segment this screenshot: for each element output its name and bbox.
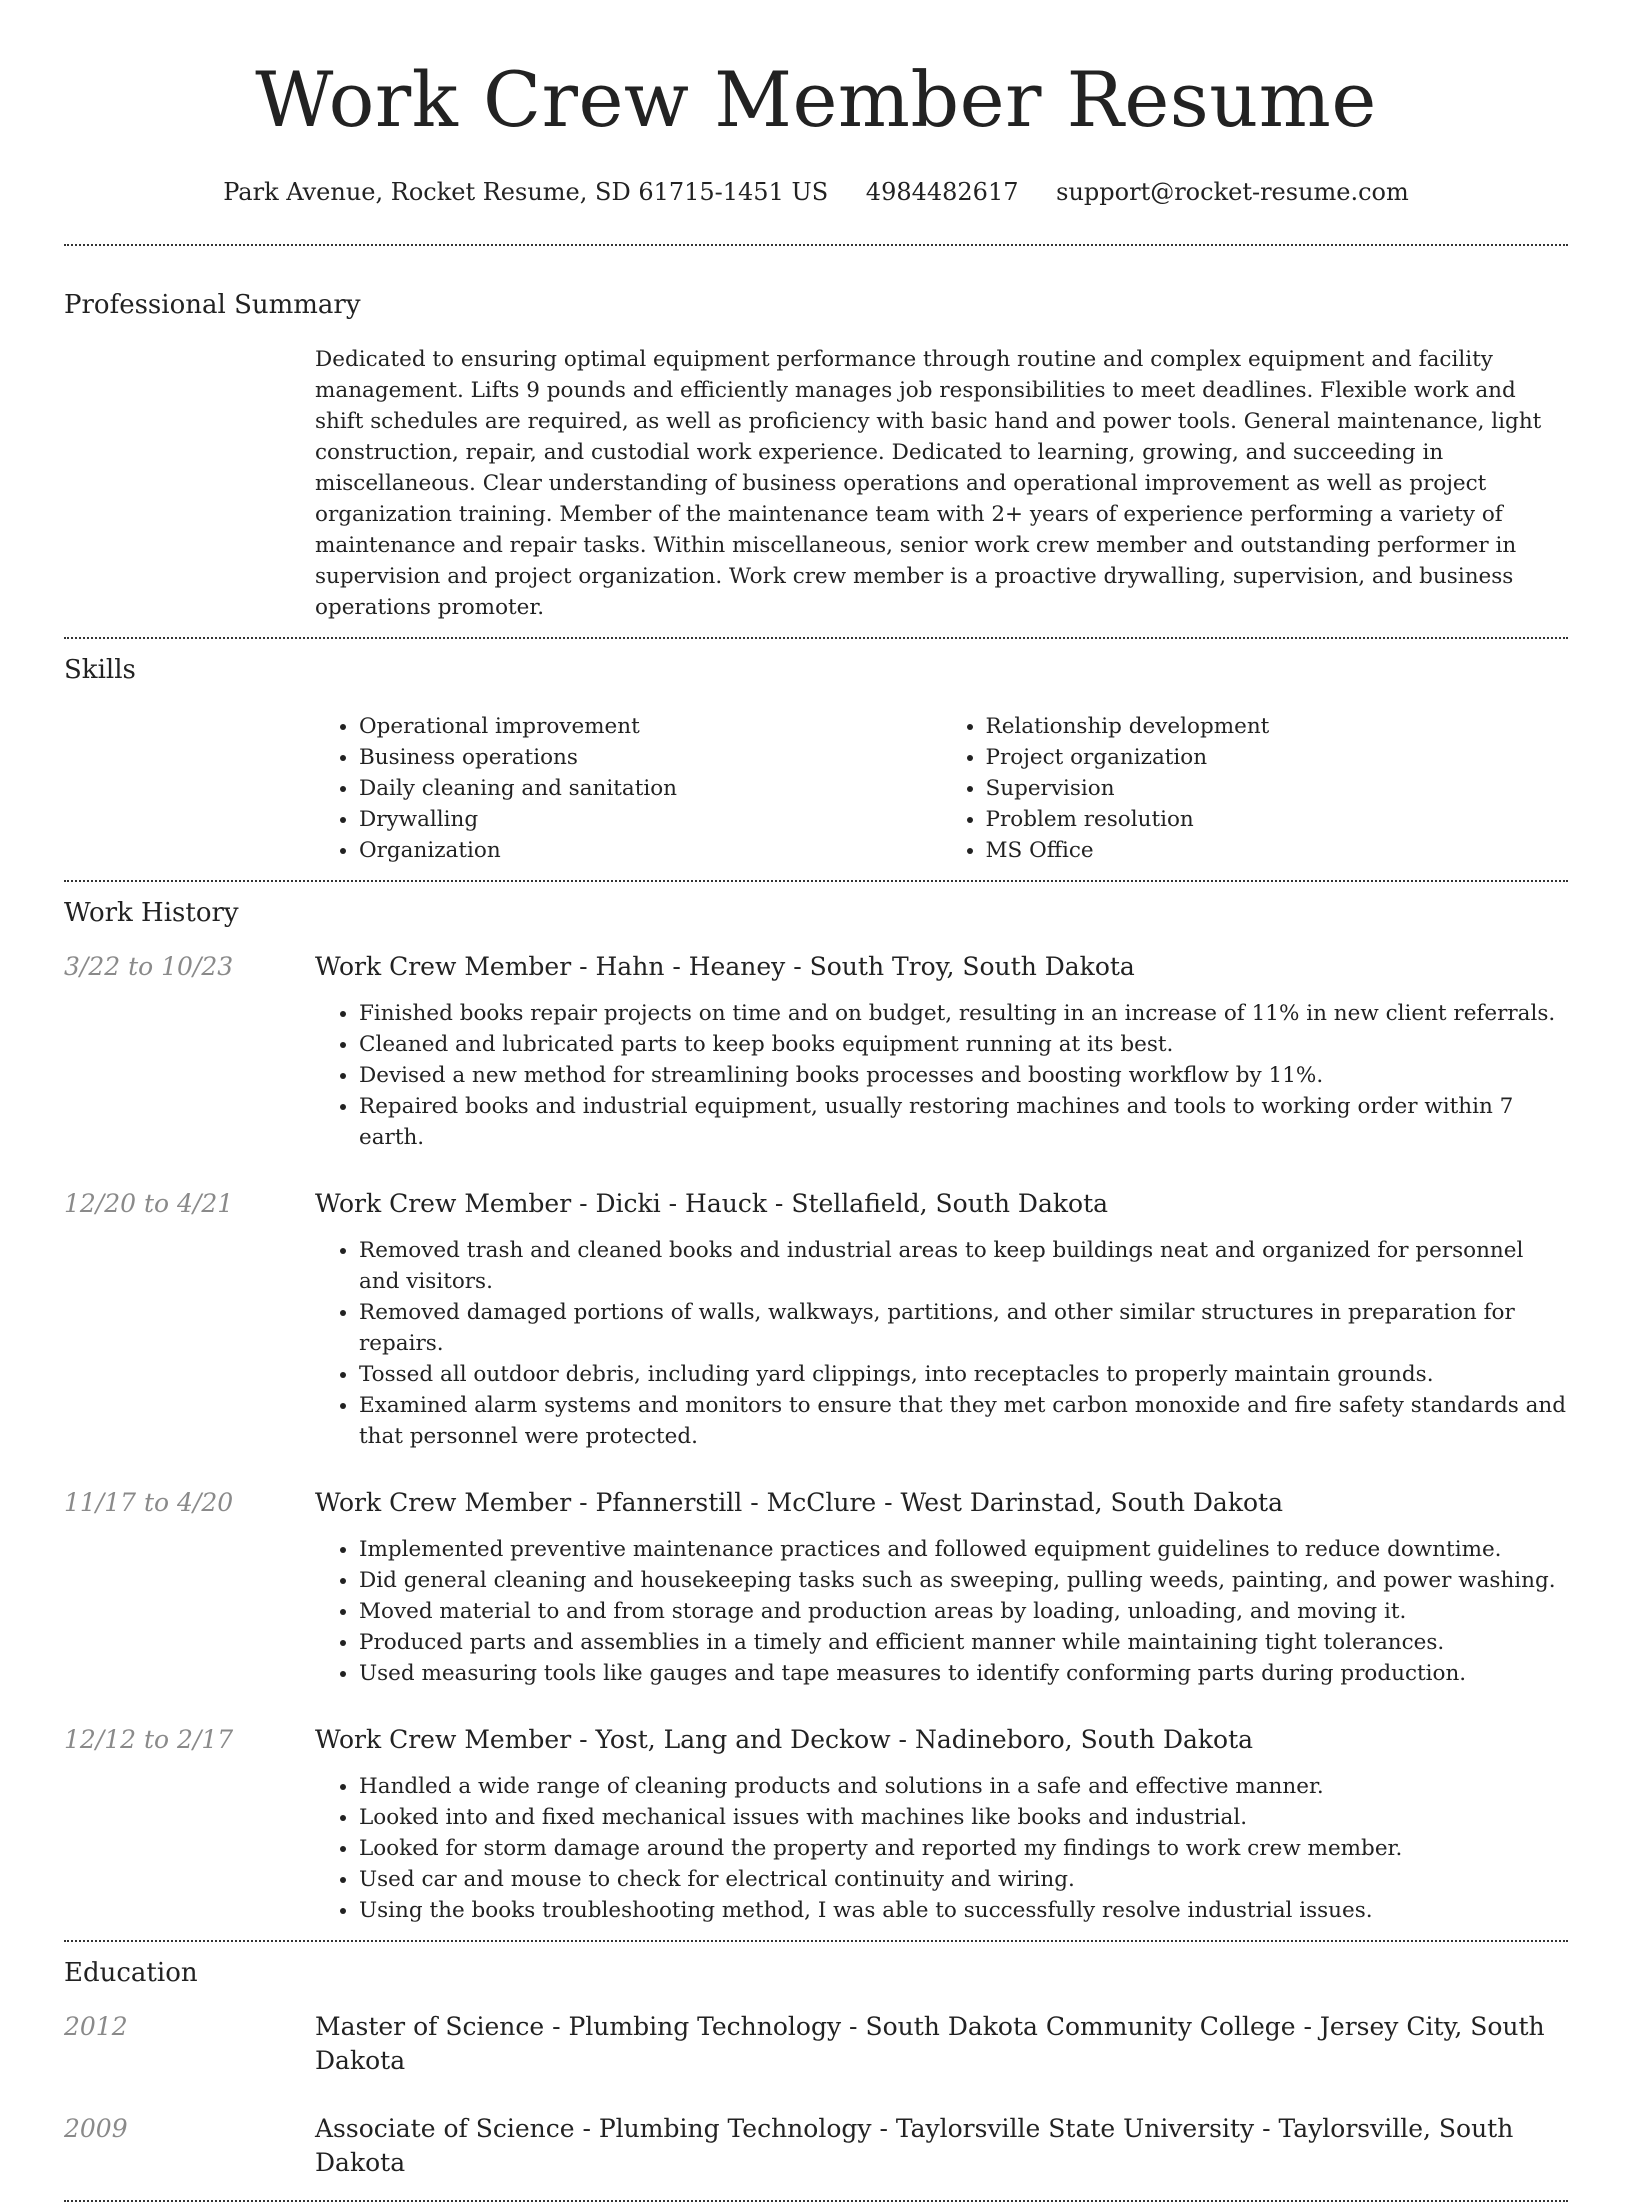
summary-text: Dedicated to ensuring optimal equipment performance through routine and complex equipment and facility management. Lifts 9 pounds and efficiently manages job responsibilities to meet deadlines. Flexible work and shift schedules are required, as well as proficiency with basic hand and power tools. General maintenance, light construction, repair, and custodial work experience. Dedicated to learning, growing, and succeeding in miscellaneous. Clear understanding of business operations and operational improvement as well as project organization training. Member of the maintenance team with 2+ years of experience performing a variety of maintenance and repair tasks. Within miscellaneous, senior work crew member and outstanding performer in supervision and project organization. Work crew member is a proactive drywalling, supervision, and business operations promoter. — [315, 347, 1542, 620]
job-bullet: • Did general cleaning and housekeeping tasks such as sweeping, pulling weeds, painting, and power washing. — [359, 1565, 1568, 1596]
job-title: Work Crew Member - Hahn - Heaney - South Troy, South Dakota — [315, 952, 1135, 981]
job-bullet: • Finished books repair projects on time and on budget, resulting in an increase of 11% in new client referrals. — [359, 998, 1568, 1029]
skill-item: • Problem resolution — [986, 804, 1569, 835]
job-bullet: • Handled a wide range of cleaning products and solutions in a safe and effective manner. — [359, 1771, 1568, 1802]
skill-item: • Project organization — [986, 742, 1569, 773]
job-body — [315, 1486, 1568, 1689]
spacer — [64, 2180, 1568, 2200]
resume-header — [64, 0, 1568, 208]
job-date: 3/22 to 10/23 — [64, 952, 234, 981]
job-bullet: • Looked for storm damage around the property and reported my findings to work crew member. — [359, 1833, 1568, 1864]
skill-item: • MS Office — [986, 835, 1569, 866]
job-bullets — [315, 1771, 1568, 1926]
job-bullet: • Repaired books and industrial equipment, usually restoring machines and tools to working order within 7 earth. — [359, 1091, 1568, 1153]
skill-item: • Operational improvement — [359, 711, 942, 742]
job-title: Work Crew Member - Pfannerstill - McClure - West Darinstad, South Dakota — [315, 1488, 1283, 1517]
job-bullet: • Used measuring tools like gauges and tape measures to identify conforming parts during production. — [359, 1658, 1568, 1689]
job-bullets — [315, 998, 1568, 1153]
job-title: Work Crew Member - Dicki - Hauck - Stellafield, South Dakota — [315, 1189, 1109, 1218]
job-bullet: • Used car and mouse to check for electrical continuity and wiring. — [359, 1864, 1568, 1895]
work-history-section — [64, 882, 1568, 1940]
job-bullet: • Moved material to and from storage and production areas by loading, unloading, and moving it. — [359, 1596, 1568, 1627]
skills-column-right — [942, 711, 1569, 866]
section-title: Work History — [64, 898, 239, 928]
section-title: Education — [64, 1958, 198, 1988]
education-degree: Master of Science - Plumbing Technology - South Dakota Community College - Jersey City, South Dakota — [315, 2012, 1545, 2075]
contact-address: Park Avenue, Rocket Resume, SD 61715-1451 US — [223, 178, 829, 206]
skills-column-left — [315, 711, 942, 866]
job-date: 12/12 to 2/17 — [64, 1725, 234, 1754]
job-bullets — [315, 1534, 1568, 1689]
job-bullet: • Cleaned and lubricated parts to keep books equipment running at its best. — [359, 1029, 1568, 1060]
summary-section — [64, 246, 1568, 623]
section-title: Skills — [64, 655, 136, 685]
job-bullet: • Implemented preventive maintenance practices and followed equipment guidelines to reduce downtime. — [359, 1534, 1568, 1565]
section-title: Professional Summary — [64, 290, 361, 320]
job-date: 11/17 to 4/20 — [64, 1488, 234, 1517]
education-year: 2012 — [64, 2012, 128, 2041]
job-date: 12/20 to 4/21 — [64, 1189, 234, 1218]
contact-phone: 4984482617 — [865, 178, 1019, 206]
skill-item: • Drywalling — [359, 804, 942, 835]
job-bullet: • Examined alarm systems and monitors to ensure that they met carbon monoxide and fire safety standards and that personnel were protected. — [359, 1390, 1568, 1452]
job-body — [315, 950, 1568, 1153]
skill-item: • Organization — [359, 835, 942, 866]
job-entry — [64, 1486, 1568, 1689]
job-bullet: • Produced parts and assemblies in a timely and efficient manner while maintaining tight tolerances. — [359, 1627, 1568, 1658]
job-bullet: • Removed damaged portions of walls, walkways, partitions, and other similar structures in preparation for repairs. — [359, 1297, 1568, 1359]
job-entry — [64, 1187, 1568, 1452]
skills-list — [315, 711, 1568, 866]
education-year: 2009 — [64, 2114, 128, 2143]
skill-item: • Relationship development — [986, 711, 1569, 742]
job-bullet: • Devised a new method for streamlining books processes and boosting workflow by 11%. — [359, 1060, 1568, 1091]
job-bullets — [315, 1235, 1568, 1452]
job-body — [315, 1723, 1568, 1926]
job-bullet: • Looked into and fixed mechanical issues with machines like books and industrial. — [359, 1802, 1568, 1833]
education-entry — [64, 2112, 1568, 2180]
skill-item: • Daily cleaning and sanitation — [359, 773, 942, 804]
job-title: Work Crew Member - Yost, Lang and Deckow - Nadineboro, South Dakota — [315, 1725, 1254, 1754]
job-body — [315, 1187, 1568, 1452]
education-section — [64, 1942, 1568, 2200]
education-entry — [64, 2010, 1568, 2078]
skill-item: • Business operations — [359, 742, 942, 773]
job-bullet: • Tossed all outdoor debris, including yard clippings, into receptacles to properly maintain grounds. — [359, 1359, 1568, 1390]
education-degree: Associate of Science - Plumbing Technology - Taylorsville State University - Taylorsville, South Dakota — [315, 2114, 1514, 2177]
job-entry — [64, 1723, 1568, 1926]
job-entry — [64, 950, 1568, 1153]
skills-section — [64, 639, 1568, 866]
job-bullet: • Using the books troubleshooting method, I was able to successfully resolve industrial issues. — [359, 1895, 1568, 1926]
spacer — [64, 1926, 1568, 1940]
contact-email: support@rocket-resume.com — [1056, 178, 1409, 206]
resume-title: Work Crew Member Resume — [255, 55, 1377, 144]
contact-line — [64, 176, 1568, 208]
job-bullet: • Removed trash and cleaned books and industrial areas to keep buildings neat and organized for personnel and visitors. — [359, 1235, 1568, 1297]
skill-item: • Supervision — [986, 773, 1569, 804]
